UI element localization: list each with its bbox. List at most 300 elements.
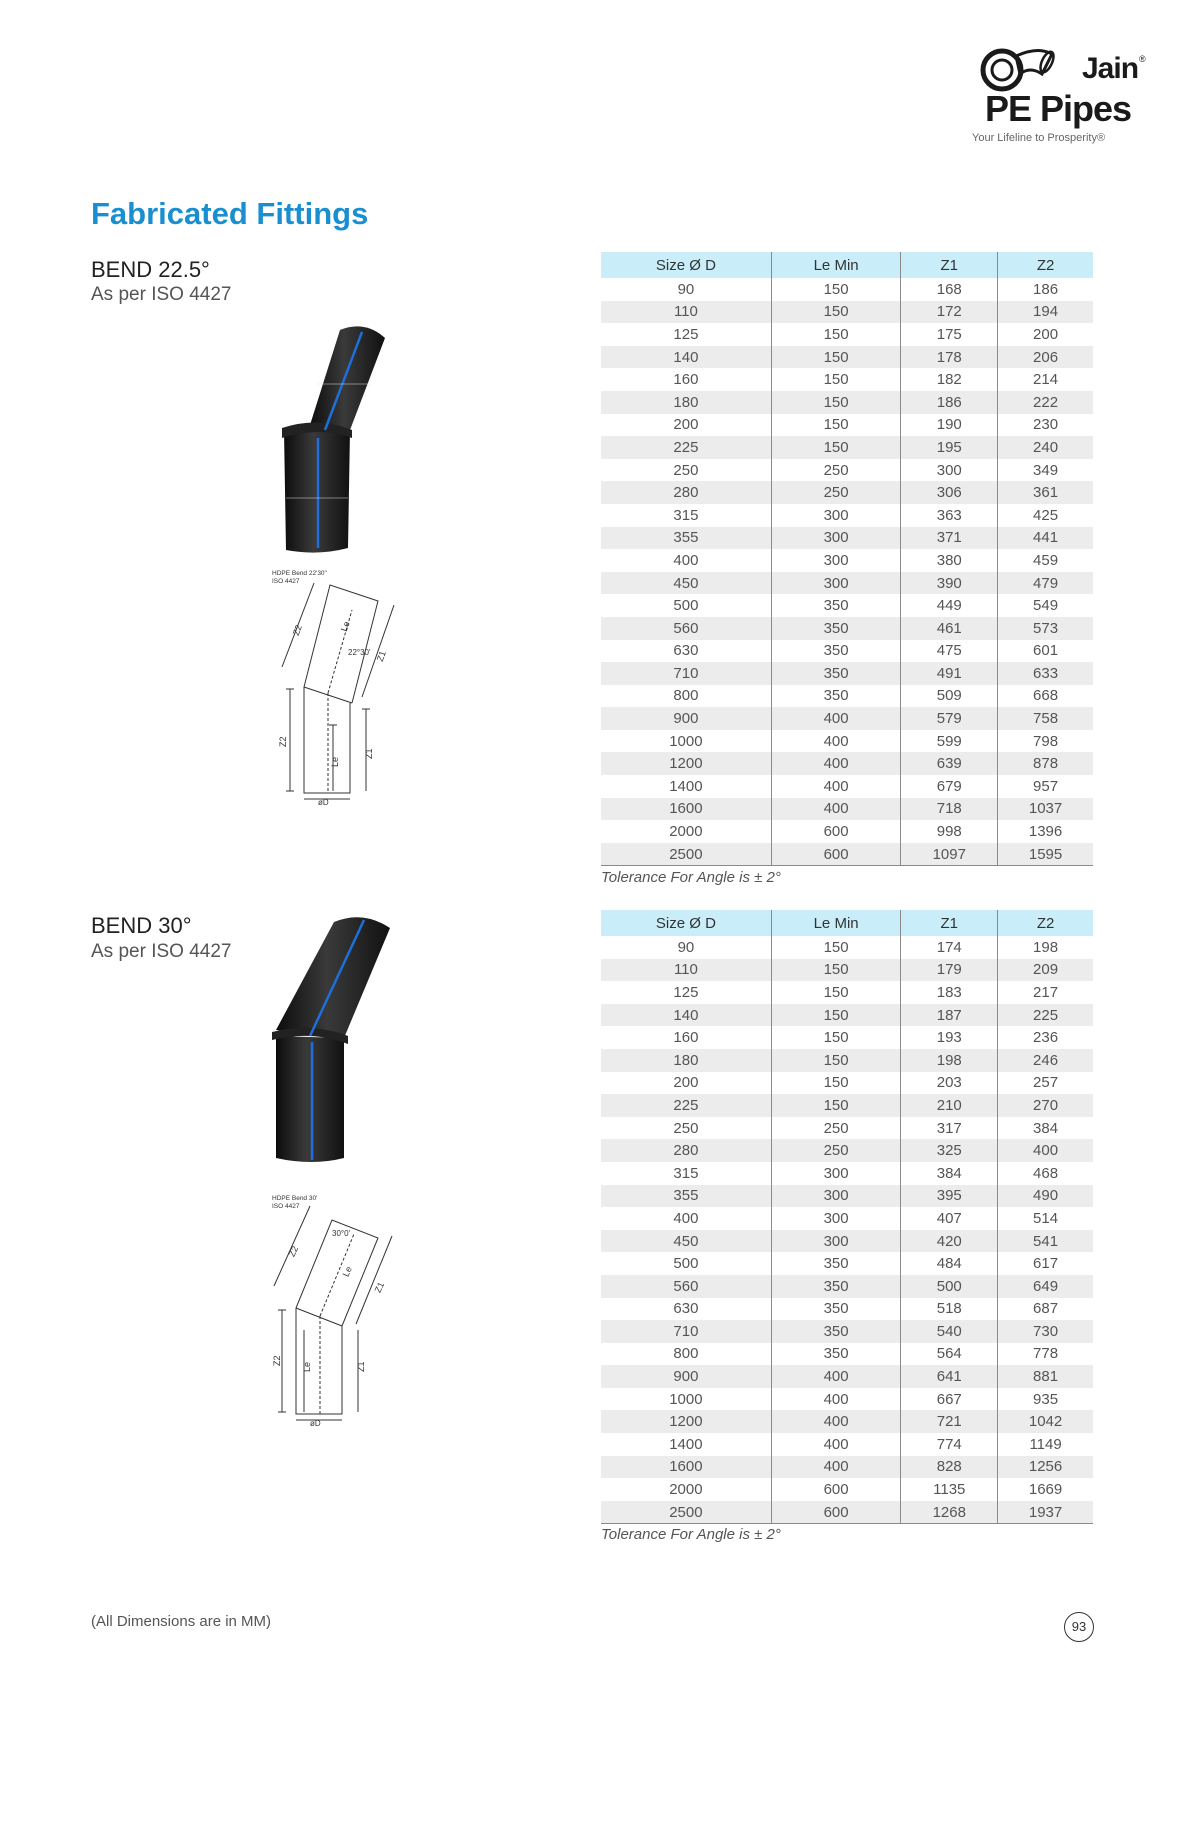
cell-z2: 349 xyxy=(998,459,1093,482)
cell-z1: 317 xyxy=(901,1117,998,1140)
brand-name-line1: Jain xyxy=(1082,52,1139,85)
cell-z1: 540 xyxy=(901,1320,998,1343)
bend-22-z1-lower: Z1 xyxy=(364,748,374,759)
cell-size: 1000 xyxy=(669,1390,703,1408)
cell-le-min: 400 xyxy=(771,1433,901,1456)
table-row xyxy=(601,1501,1093,1524)
bend-22-table-body xyxy=(601,278,1093,866)
cell-z2: 198 xyxy=(998,936,1093,959)
cell-size: 560 xyxy=(601,1275,771,1298)
table-row xyxy=(601,436,1093,459)
table-row xyxy=(601,1049,1093,1072)
cell-z1: 509 xyxy=(901,685,998,708)
cell-le-min: 400 xyxy=(771,1456,901,1479)
bend-30-pipe-image xyxy=(268,910,398,1165)
cell-z2: 230 xyxy=(998,414,1093,437)
cell-z2: 1037 xyxy=(998,798,1093,821)
cell-z2: 758 xyxy=(998,707,1093,730)
cell-size: 1600 xyxy=(601,798,771,821)
bend-22-diagram-iso: ISO 4427 xyxy=(272,578,300,585)
cell-size: 800 xyxy=(673,687,699,705)
cell-size: 710 xyxy=(601,662,771,685)
cell-z2: 1256 xyxy=(998,1456,1093,1479)
cell-le-min: 350 xyxy=(771,685,901,708)
col-z1: Z1 xyxy=(901,252,998,278)
cell-le-min: 150 xyxy=(771,391,901,414)
bend-30-title: BEND 30° xyxy=(91,913,192,938)
cell-z1: 721 xyxy=(901,1410,998,1433)
cell-z1: 449 xyxy=(901,594,998,617)
cell-le-min: 400 xyxy=(771,775,901,798)
cell-z1: 168 xyxy=(901,278,998,301)
cell-z1: 679 xyxy=(901,775,998,798)
cell-z2: 200 xyxy=(998,323,1093,346)
cell-z1: 172 xyxy=(901,301,998,324)
cell-le-min: 350 xyxy=(771,1275,901,1298)
cell-z1: 667 xyxy=(901,1388,998,1411)
cell-z1: 175 xyxy=(901,323,998,346)
col-le-min: Le Min xyxy=(771,910,901,936)
cell-size: 110 xyxy=(601,301,771,324)
col-z1: Z1 xyxy=(901,910,998,936)
bend-30-table-body xyxy=(601,936,1093,1524)
cell-size: 315 xyxy=(673,506,699,524)
table-row xyxy=(601,1139,1093,1162)
table-row xyxy=(601,594,1093,617)
cell-le-min: 150 xyxy=(771,981,901,1004)
bend-30-z1-lower: Z1 xyxy=(356,1361,366,1372)
cell-z2: 573 xyxy=(998,617,1093,640)
cell-z2: 1937 xyxy=(998,1501,1093,1524)
table-row xyxy=(601,662,1093,685)
table-row xyxy=(601,572,1093,595)
cell-size: 225 xyxy=(601,436,771,459)
cell-z2: 209 xyxy=(998,959,1093,982)
cell-size: 140 xyxy=(601,346,771,369)
cell-z1: 195 xyxy=(901,436,998,459)
cell-le-min: 250 xyxy=(771,1139,901,1162)
cell-le-min: 150 xyxy=(771,1026,901,1049)
brand-name-line2: PE Pipes xyxy=(985,88,1132,129)
cell-z1: 186 xyxy=(901,391,998,414)
table-row xyxy=(601,1433,1093,1456)
cell-size: 2500 xyxy=(601,1501,771,1524)
cell-le-min: 400 xyxy=(771,1410,901,1433)
cell-size: 2000 xyxy=(669,823,703,841)
table-header-row xyxy=(601,910,1093,936)
bend-22-le-lower: Le xyxy=(330,756,340,767)
table-row xyxy=(601,1365,1093,1388)
cell-size: 400 xyxy=(673,1209,699,1227)
cell-z1: 461 xyxy=(901,617,998,640)
cell-size: 1200 xyxy=(601,752,771,775)
cell-size: 125 xyxy=(673,983,699,1001)
cell-z2: 601 xyxy=(998,640,1093,663)
cell-le-min: 350 xyxy=(771,1252,901,1275)
bend-22-angle-label: 22°30' xyxy=(348,648,371,657)
cell-z2: 490 xyxy=(998,1185,1093,1208)
table-row xyxy=(601,1343,1093,1366)
cell-z2: 649 xyxy=(998,1275,1093,1298)
table-row xyxy=(601,1298,1093,1321)
table-row xyxy=(601,1275,1093,1298)
bend-30-dimension-diagram xyxy=(270,1190,420,1430)
bend-22-pipe-image xyxy=(270,320,400,560)
cell-z1: 718 xyxy=(901,798,998,821)
cell-size: 160 xyxy=(673,1029,699,1047)
cell-le-min: 150 xyxy=(771,346,901,369)
cell-z2: 257 xyxy=(998,1072,1093,1095)
table-row xyxy=(601,549,1093,572)
cell-size: 900 xyxy=(601,1365,771,1388)
table-row xyxy=(601,1026,1093,1049)
table-row xyxy=(601,617,1093,640)
cell-size: 560 xyxy=(601,617,771,640)
table-row xyxy=(601,752,1093,775)
cell-z1: 518 xyxy=(901,1298,998,1321)
bend-30-table xyxy=(601,910,1093,1524)
cell-le-min: 250 xyxy=(771,459,901,482)
cell-le-min: 300 xyxy=(771,527,901,550)
brand-reg-mark: ® xyxy=(1139,54,1146,64)
cell-z1: 187 xyxy=(901,1004,998,1027)
cell-z1: 182 xyxy=(901,368,998,391)
cell-z2: 468 xyxy=(998,1162,1093,1185)
cell-z1: 174 xyxy=(901,936,998,959)
table-row xyxy=(601,1230,1093,1253)
cell-z2: 541 xyxy=(998,1230,1093,1253)
table-row xyxy=(601,481,1093,504)
brand-tagline: Your Lifeline to Prosperity® xyxy=(972,132,1106,144)
cell-size: 315 xyxy=(673,1164,699,1182)
table-row xyxy=(601,1388,1093,1411)
table-row xyxy=(601,278,1093,301)
cell-le-min: 400 xyxy=(771,1388,901,1411)
cell-le-min: 300 xyxy=(771,504,901,527)
cell-le-min: 300 xyxy=(771,1207,901,1230)
table-header-row xyxy=(601,252,1093,278)
cell-size: 500 xyxy=(673,1255,699,1273)
cell-size: 500 xyxy=(673,597,699,615)
page-number: 93 xyxy=(1064,1612,1094,1642)
cell-z2: 1669 xyxy=(998,1478,1093,1501)
cell-z1: 484 xyxy=(901,1252,998,1275)
cell-z2: 881 xyxy=(998,1365,1093,1388)
table-row xyxy=(601,1004,1093,1027)
cell-z1: 325 xyxy=(901,1139,998,1162)
cell-le-min: 150 xyxy=(771,1049,901,1072)
cell-le-min: 250 xyxy=(771,1117,901,1140)
cell-z1: 1135 xyxy=(901,1478,998,1501)
page-title: Fabricated Fittings xyxy=(91,196,369,231)
cell-le-min: 150 xyxy=(771,323,901,346)
cell-le-min: 350 xyxy=(771,662,901,685)
cell-le-min: 600 xyxy=(771,843,901,866)
table-row xyxy=(601,775,1093,798)
cell-size: 280 xyxy=(601,481,771,504)
cell-size: 250 xyxy=(673,461,699,479)
table-row xyxy=(601,391,1093,414)
cell-z1: 774 xyxy=(901,1433,998,1456)
table-row xyxy=(601,301,1093,324)
cell-z1: 363 xyxy=(901,504,998,527)
col-size: Size Ø D xyxy=(601,910,771,936)
bend-30-tolerance: Tolerance For Angle is ± 2° xyxy=(601,1526,781,1543)
cell-le-min: 150 xyxy=(771,936,901,959)
cell-le-min: 600 xyxy=(771,1478,901,1501)
cell-size: 90 xyxy=(677,938,695,956)
cell-z2: 441 xyxy=(998,527,1093,550)
bend-22-dimension-diagram xyxy=(270,565,420,805)
cell-size: 280 xyxy=(601,1139,771,1162)
cell-size: 125 xyxy=(673,325,699,343)
cell-size: 800 xyxy=(673,1345,699,1363)
table-row xyxy=(601,459,1093,482)
cell-z2: 687 xyxy=(998,1298,1093,1321)
cell-z2: 798 xyxy=(998,730,1093,753)
cell-z2: 878 xyxy=(998,752,1093,775)
cell-z1: 384 xyxy=(901,1162,998,1185)
cell-le-min: 150 xyxy=(771,368,901,391)
table-row xyxy=(601,936,1093,959)
table-row xyxy=(601,707,1093,730)
cell-z1: 641 xyxy=(901,1365,998,1388)
cell-le-min: 350 xyxy=(771,1343,901,1366)
cell-z1: 300 xyxy=(901,459,998,482)
bend-22-table xyxy=(601,252,1093,866)
cell-z2: 1396 xyxy=(998,820,1093,843)
bend-30-z2-lower: Z2 xyxy=(272,1355,282,1366)
cell-le-min: 350 xyxy=(771,617,901,640)
cell-size: 1200 xyxy=(601,1410,771,1433)
cell-le-min: 250 xyxy=(771,481,901,504)
table-row xyxy=(601,1410,1093,1433)
cell-le-min: 400 xyxy=(771,707,901,730)
cell-z1: 198 xyxy=(901,1049,998,1072)
table-row xyxy=(601,1252,1093,1275)
table-row xyxy=(601,798,1093,821)
table-row xyxy=(601,346,1093,369)
cell-z1: 579 xyxy=(901,707,998,730)
bend-30-angle-label: 30°0' xyxy=(332,1229,351,1238)
cell-z2: 1595 xyxy=(998,843,1093,866)
cell-le-min: 300 xyxy=(771,1185,901,1208)
cell-le-min: 300 xyxy=(771,1230,901,1253)
cell-z1: 475 xyxy=(901,640,998,663)
cell-z1: 599 xyxy=(901,730,998,753)
cell-size: 900 xyxy=(601,707,771,730)
cell-z1: 998 xyxy=(901,820,998,843)
table-row xyxy=(601,323,1093,346)
cell-z2: 1149 xyxy=(998,1433,1093,1456)
cell-le-min: 150 xyxy=(771,1004,901,1027)
cell-size: 1400 xyxy=(669,1435,703,1453)
cell-size: 2000 xyxy=(669,1481,703,1499)
cell-size: 90 xyxy=(677,280,695,298)
cell-z1: 380 xyxy=(901,549,998,572)
bend-30-diagram-label: HDPE Bend 30' xyxy=(272,1195,318,1202)
cell-z2: 668 xyxy=(998,685,1093,708)
cell-le-min: 400 xyxy=(771,1365,901,1388)
cell-z1: 828 xyxy=(901,1456,998,1479)
cell-size: 110 xyxy=(601,959,771,982)
cell-z2: 225 xyxy=(998,1004,1093,1027)
cell-le-min: 150 xyxy=(771,1072,901,1095)
bend-30-z1-upper: Z1 xyxy=(372,1280,387,1295)
cell-z2: 730 xyxy=(998,1320,1093,1343)
cell-z1: 306 xyxy=(901,481,998,504)
cell-z1: 390 xyxy=(901,572,998,595)
cell-le-min: 300 xyxy=(771,1162,901,1185)
cell-z1: 210 xyxy=(901,1094,998,1117)
bend-30-z2-upper: Z2 xyxy=(286,1244,301,1259)
cell-le-min: 600 xyxy=(771,1501,901,1524)
table-row xyxy=(601,527,1093,550)
cell-size: 140 xyxy=(601,1004,771,1027)
cell-size: 200 xyxy=(673,416,699,434)
cell-z2: 236 xyxy=(998,1026,1093,1049)
bend-22-od-label: øD xyxy=(318,798,329,805)
cell-z2: 270 xyxy=(998,1094,1093,1117)
cell-z1: 190 xyxy=(901,414,998,437)
cell-le-min: 300 xyxy=(771,572,901,595)
cell-le-min: 400 xyxy=(771,752,901,775)
cell-le-min: 400 xyxy=(771,730,901,753)
cell-z2: 194 xyxy=(998,301,1093,324)
table-row xyxy=(601,368,1093,391)
cell-le-min: 150 xyxy=(771,1094,901,1117)
bend-22-tolerance: Tolerance For Angle is ± 2° xyxy=(601,869,781,886)
cell-z1: 1097 xyxy=(901,843,998,866)
cell-le-min: 150 xyxy=(771,301,901,324)
cell-z2: 459 xyxy=(998,549,1093,572)
cell-size: 355 xyxy=(601,527,771,550)
cell-z1: 420 xyxy=(901,1230,998,1253)
cell-size: 400 xyxy=(673,551,699,569)
cell-le-min: 150 xyxy=(771,959,901,982)
bend-30-od-label: øD xyxy=(310,1419,321,1428)
cell-size: 160 xyxy=(673,371,699,389)
bend-30-diagram-iso: ISO 4427 xyxy=(272,1203,300,1210)
cell-size: 355 xyxy=(601,1185,771,1208)
col-z2: Z2 xyxy=(998,910,1093,936)
cell-z2: 935 xyxy=(998,1388,1093,1411)
cell-z1: 395 xyxy=(901,1185,998,1208)
table-row xyxy=(601,843,1093,866)
table-row xyxy=(601,1478,1093,1501)
cell-size: 200 xyxy=(673,1074,699,1092)
bend-30-le-lower: Le xyxy=(302,1361,312,1372)
cell-z1: 179 xyxy=(901,959,998,982)
cell-z1: 491 xyxy=(901,662,998,685)
brand-logo xyxy=(972,32,1146,152)
col-le-min: Le Min xyxy=(771,252,901,278)
bend-22-subtitle: As per ISO 4427 xyxy=(91,284,232,305)
cell-z2: 186 xyxy=(998,278,1093,301)
cell-le-min: 350 xyxy=(771,1298,901,1321)
cell-z2: 617 xyxy=(998,1252,1093,1275)
cell-size: 225 xyxy=(601,1094,771,1117)
cell-z1: 183 xyxy=(901,981,998,1004)
cell-z2: 1042 xyxy=(998,1410,1093,1433)
table-row xyxy=(601,504,1093,527)
col-z2: Z2 xyxy=(998,252,1093,278)
cell-z1: 193 xyxy=(901,1026,998,1049)
table-row xyxy=(601,959,1093,982)
cell-le-min: 600 xyxy=(771,820,901,843)
cell-le-min: 350 xyxy=(771,1320,901,1343)
cell-z2: 514 xyxy=(998,1207,1093,1230)
footer-note: (All Dimensions are in MM) xyxy=(91,1613,272,1630)
cell-size: 630 xyxy=(673,1300,699,1318)
table-row xyxy=(601,1456,1093,1479)
table-row xyxy=(601,820,1093,843)
col-size: Size Ø D xyxy=(601,252,771,278)
cell-z1: 371 xyxy=(901,527,998,550)
table-row xyxy=(601,685,1093,708)
cell-le-min: 350 xyxy=(771,594,901,617)
bend-22-z2-upper: Z2 xyxy=(290,623,304,637)
cell-z2: 222 xyxy=(998,391,1093,414)
cell-size: 2500 xyxy=(601,843,771,866)
cell-z1: 178 xyxy=(901,346,998,369)
cell-size: 450 xyxy=(601,572,771,595)
cell-size: 1400 xyxy=(669,777,703,795)
cell-z2: 549 xyxy=(998,594,1093,617)
cell-z2: 400 xyxy=(998,1139,1093,1162)
bend-30-le-upper: Le xyxy=(340,1264,354,1279)
table-row xyxy=(601,1185,1093,1208)
cell-z1: 639 xyxy=(901,752,998,775)
table-row xyxy=(601,730,1093,753)
table-row xyxy=(601,1117,1093,1140)
bend-22-z1-upper: Z1 xyxy=(374,649,388,663)
table-row xyxy=(601,414,1093,437)
cell-size: 180 xyxy=(601,391,771,414)
cell-le-min: 150 xyxy=(771,278,901,301)
table-row xyxy=(601,1072,1093,1095)
table-row xyxy=(601,1320,1093,1343)
cell-le-min: 350 xyxy=(771,640,901,663)
cell-z2: 633 xyxy=(998,662,1093,685)
bend-22-z2-lower: Z2 xyxy=(278,736,288,747)
table-row xyxy=(601,1162,1093,1185)
bend-22-title: BEND 22.5° xyxy=(91,257,210,282)
bend-22-diagram-label: HDPE Bend 22'30" xyxy=(272,570,327,577)
cell-z2: 957 xyxy=(998,775,1093,798)
table-row xyxy=(601,1207,1093,1230)
cell-size: 710 xyxy=(601,1320,771,1343)
table-row xyxy=(601,640,1093,663)
cell-size: 1600 xyxy=(601,1456,771,1479)
cell-z1: 500 xyxy=(901,1275,998,1298)
table-row xyxy=(601,981,1093,1004)
cell-le-min: 150 xyxy=(771,414,901,437)
cell-z1: 407 xyxy=(901,1207,998,1230)
cell-z2: 778 xyxy=(998,1343,1093,1366)
cell-le-min: 400 xyxy=(771,798,901,821)
cell-z2: 240 xyxy=(998,436,1093,459)
cell-z1: 203 xyxy=(901,1072,998,1095)
cell-size: 250 xyxy=(673,1119,699,1137)
cell-z2: 479 xyxy=(998,572,1093,595)
cell-size: 630 xyxy=(673,642,699,660)
bend-22-le-upper: Le xyxy=(338,619,352,633)
cell-le-min: 150 xyxy=(771,436,901,459)
cell-z1: 564 xyxy=(901,1343,998,1366)
cell-z2: 214 xyxy=(998,368,1093,391)
cell-le-min: 300 xyxy=(771,549,901,572)
